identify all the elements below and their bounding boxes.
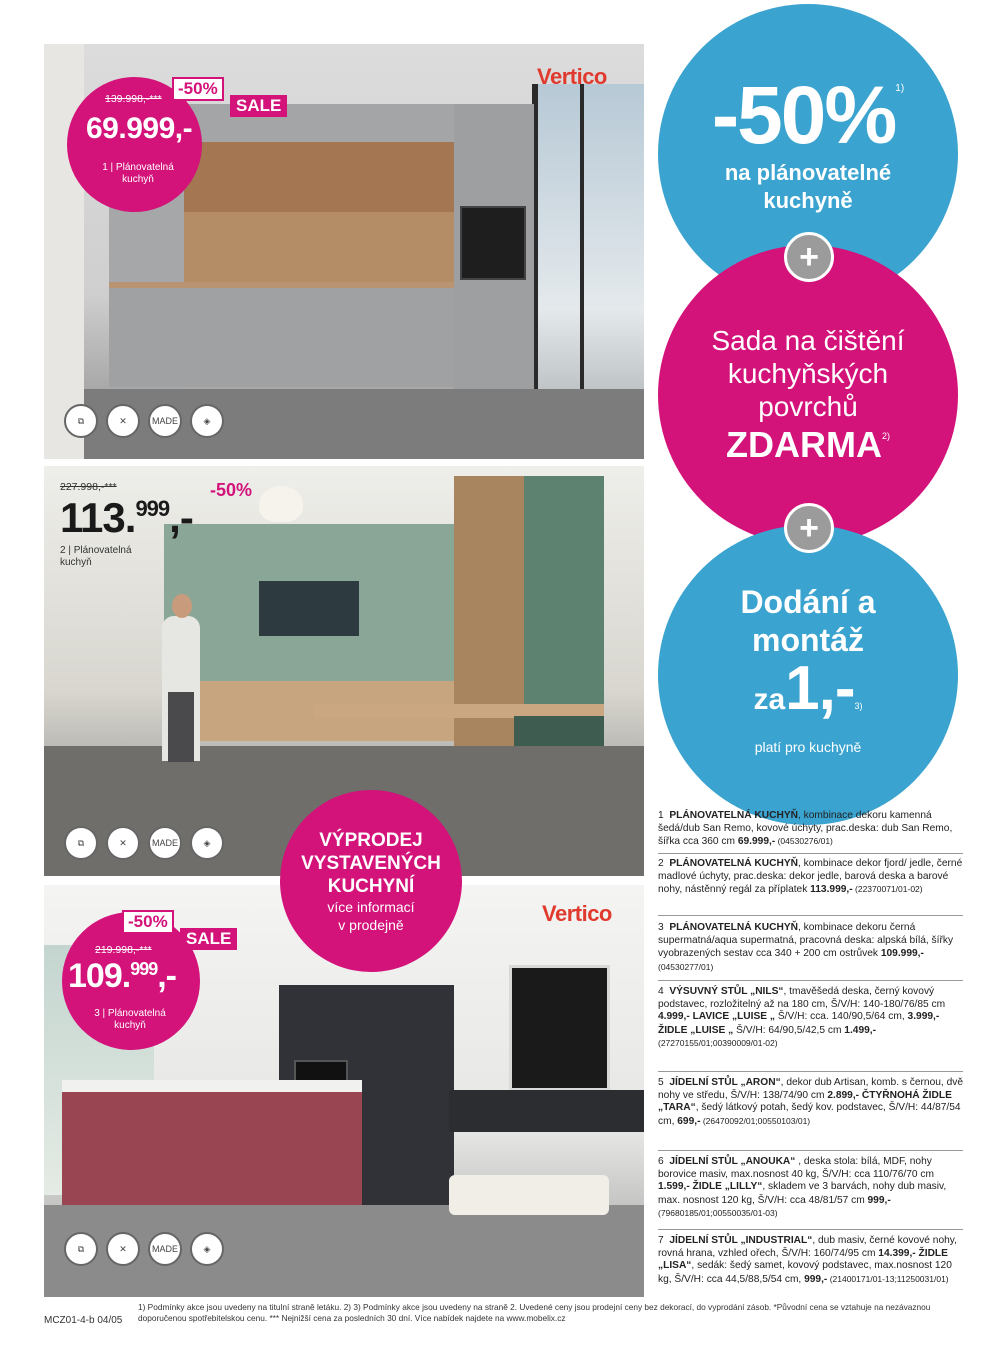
price-2-suffix: ,- <box>169 494 193 541</box>
item-5-price: 2.899,- <box>827 1089 860 1101</box>
made-in-germany-icon: MADE <box>148 826 182 860</box>
promo-delivery-line2: montáž <box>752 621 864 658</box>
separator-2 <box>658 915 963 916</box>
discount-tag-1: -50% <box>172 77 224 101</box>
item-3-text: , kombinace dekoru černá supermatná/aqua supermatná, pracovná deska: alpská bílá, šířky vyobrazených sestav cca 340 + 200 cm ostrůvek <box>658 922 954 959</box>
easy-care-icon: ⧉ <box>64 826 98 860</box>
promo-delivery-note: 3) <box>854 700 863 711</box>
plus-icon-2: + <box>784 503 834 553</box>
old-price-2: 227.998,-*** <box>60 481 117 493</box>
item-5-extra-text: , šedý látkový potah, šedý kov. podstavec, Š/V/H: 44/87/54 cm, <box>658 1102 961 1127</box>
item-6-code: (79680185/01;00550035/01-03) <box>658 1208 778 1218</box>
promo-cleaning-line3: povrchů <box>758 390 858 422</box>
item-4-code: (27270155/01;00390009/01-02) <box>658 1038 778 1048</box>
promo-circle-cleaning-set <box>658 245 958 545</box>
item-4-extra-text: Š/V/H: cca. 140/90,5/64 cm, <box>775 1011 908 1022</box>
item-4-extra2-text: Š/V/H: 64/90,5/42,5 cm <box>733 1024 845 1036</box>
old-price-1: 139.998,-*** <box>105 93 162 105</box>
promo-cleaning-big: ZDARMA <box>726 423 882 465</box>
promo-delivery-za: za <box>753 682 786 716</box>
item-7-extra: ŽIDLE „LISA“ <box>658 1247 948 1271</box>
item-7-num: 7 <box>658 1235 664 1246</box>
price-3-main: 109. <box>68 957 131 995</box>
item-4-extra: LAVICE „LUISE „ <box>692 1011 776 1022</box>
clearance-line5: v prodejně <box>338 916 404 933</box>
sale-label-3: SALE <box>180 928 237 950</box>
promo-delivery-line1: Dodání a <box>740 583 876 620</box>
item-1-price: 69.999,- <box>737 836 776 847</box>
item-5-code: (26470092/01;00550103/01) <box>700 1115 811 1126</box>
item-5-num: 5 <box>658 1077 664 1088</box>
item-6-price: 1.599,- <box>658 1181 690 1192</box>
old-price-3: 219.998,-*** <box>95 944 152 956</box>
clearance-line1: VÝPRODEJ <box>319 829 423 851</box>
promo-discount-note: 1) <box>895 83 905 94</box>
item-5-text: , dekor dub Artisan, komb. s černou, dvě nohy ve středu, Š/V/H: 138/74/90 cm <box>658 1077 964 1101</box>
item-7-price: 14.399,- <box>878 1247 916 1259</box>
item-4-extra2: ŽIDLE „LUISE „ <box>658 1024 734 1036</box>
promo-delivery-price-wrap <box>753 653 863 736</box>
item-1-code: (04530276/01) <box>775 836 833 846</box>
price-2-main: 113. <box>60 494 136 541</box>
caption-3-line2: kuchyň <box>114 1020 146 1031</box>
price-3 <box>68 957 176 996</box>
item-2-text: , kombinace dekor fjord/ jedle, černé madlové úchyty, prac.deska: dekor jedle, barová deska a barové nohy, nástěnný regál za příplatek <box>658 858 963 895</box>
easy-care-icon: ⧉ <box>64 1232 98 1266</box>
separator-3 <box>658 980 963 981</box>
separator-4 <box>658 1071 963 1072</box>
separator-1 <box>658 853 963 854</box>
item-4-extra2-price: 1.499,- <box>844 1024 876 1036</box>
promo-cleaning-line1: Sada na čištění <box>711 324 905 356</box>
feature-icons-1 <box>64 404 224 438</box>
clearance-line2: VYSTAVENÝCH <box>301 852 441 874</box>
price-2 <box>60 494 193 542</box>
caption-3-line1: 3 | Plánovatelná <box>94 1008 166 1019</box>
scratch-resistant-icon: ✕ <box>106 1232 140 1266</box>
item-2-description <box>658 858 963 897</box>
caption-2-line2: kuchyň <box>60 557 92 568</box>
scratch-resistant-icon: ✕ <box>106 404 140 438</box>
promo-cleaning-big-wrap <box>726 423 890 467</box>
sale-label-1: SALE <box>230 95 287 117</box>
item-2-price: 113.999,- <box>810 884 853 895</box>
discount-tag-3: -50% <box>122 910 174 934</box>
item-3-description <box>658 922 963 974</box>
plus-icon-1: + <box>784 232 834 282</box>
separator-5 <box>658 1150 963 1151</box>
item-4-price: 4.999,- <box>658 1011 690 1022</box>
made-in-germany-icon: MADE <box>148 1232 182 1266</box>
promo-discount-big-wrap <box>711 70 905 161</box>
price-3-suffix: ,- <box>157 957 177 995</box>
design-icon: ◈ <box>190 826 224 860</box>
item-4-text: , tmavěšedá deska, černý kovový podstavec, rozložitelný až na 180 cm, Š/V/H: 140-180/76/85 cm <box>658 986 946 1010</box>
item-3-title: PLÁNOVATELNÁ KUCHYŇ <box>669 922 799 933</box>
item-5-description <box>658 1077 963 1128</box>
clearance-line4: více informací <box>327 898 415 915</box>
feature-icons-3 <box>64 1232 224 1266</box>
item-6-extra-text: , skladem ve 3 barvách, nohy dub masiv, max. nosnost 120 kg, Š/V/H: cca 48/81/57 cm <box>658 1181 947 1206</box>
item-1-description <box>658 810 963 849</box>
item-6-text: , deska stola: bílá, MDF, nohy borovice masiv, max.nosnost 40 kg, Š/V/H: cca 110/76/70 cm <box>658 1156 934 1180</box>
item-3-price: 109.999,- <box>880 948 924 959</box>
separator-6 <box>658 1229 963 1230</box>
vertico-logo-1: Vertico <box>537 64 607 89</box>
item-2-num: 2 <box>658 858 664 869</box>
item-6-extra-price: 999,- <box>867 1194 891 1206</box>
vertico-logo-3: Vertico <box>542 901 612 926</box>
caption-1: 1 | Plánovatelná kuchyň <box>102 162 174 185</box>
caption-2-line1: 2 | Plánovatelná <box>60 545 132 556</box>
clearance-circle <box>280 790 462 972</box>
footer-note-2: doporučenou spotřebitelskou cenu. *** Nejnižší cena za posledních 30 dní. Více nabídek najdete na www.mobelix.cz <box>138 1313 566 1323</box>
scratch-resistant-icon: ✕ <box>106 826 140 860</box>
item-4-title: VÝSUVNÝ STŮL „NILS“ <box>669 986 784 997</box>
item-2-code: (22370071/01-02) <box>852 884 923 894</box>
promo-discount-line2: kuchyně <box>763 188 853 213</box>
easy-care-icon: ⧉ <box>64 404 98 438</box>
item-4-extra-price: 3.999,- <box>907 1011 940 1022</box>
item-7-code: (21400171/01-13;11250031/01) <box>827 1273 949 1284</box>
item-6-description <box>658 1156 963 1221</box>
clearance-line3: KUCHYNÍ <box>327 875 415 897</box>
feature-icons-2 <box>64 826 224 860</box>
item-7-title: JÍDELNÍ STŮL „INDUSTRIAL“ <box>669 1235 813 1246</box>
item-5-title: JÍDELNÍ STŮL „ARON“ <box>669 1077 781 1088</box>
promo-cleaning-line2: kuchyňských <box>727 357 889 389</box>
price-3-sup: 999 <box>130 959 158 979</box>
item-1-num: 1 <box>658 810 664 821</box>
promo-delivery-big: 1,- <box>785 653 855 723</box>
item-6-num: 6 <box>658 1156 664 1167</box>
item-3-num: 3 <box>658 922 664 933</box>
footer-note-1: 1) Podmínky akce jsou uvedeny na titulní straně letáku. 2) 3) Podmínky akce jsou uvedeny na straně 2. Uvedené ceny jsou prodejní ceny bez dekorací, do vyprodání zásob. *Původní cena se vztahuje na nezávaznou <box>138 1302 931 1312</box>
promo-delivery-small: platí pro kuchyně <box>754 738 862 755</box>
item-7-description <box>658 1235 963 1286</box>
price-1-suffix: ,- <box>174 112 193 145</box>
item-5-extra-price: 699,- <box>677 1115 701 1127</box>
item-7-extra-text: , sedák: šedý samet, kovový podstavec, max.nosnost 120 kg, Š/V/H: cca 44,5/88,5/54 cm, <box>658 1260 952 1285</box>
item-6-title: JÍDELNÍ STŮL „ANOUKA“ <box>669 1156 796 1167</box>
item-5-extra: ČTYŘNOHÁ ŽIDLE „TARA“ <box>658 1089 952 1113</box>
discount-tag-2: -50% <box>210 480 253 500</box>
promo-circle-delivery <box>658 525 958 825</box>
item-3-code: (04530277/01) <box>658 961 714 972</box>
item-7-extra-price: 999,- <box>804 1273 828 1285</box>
item-6-extra: ŽIDLE „LILLY“ <box>689 1181 763 1192</box>
design-icon: ◈ <box>190 404 224 438</box>
footer-code: MCZ01-4-b 04/05 <box>44 1315 123 1326</box>
item-4-num: 4 <box>658 986 664 997</box>
promo-cleaning-note: 2) <box>881 430 890 441</box>
promo-discount-line1: na plánovatelné <box>724 160 892 185</box>
item-2-title: PLÁNOVATELNÁ KUCHYŇ <box>669 858 799 869</box>
made-in-germany-icon: MADE <box>148 404 182 438</box>
price-2-sup: 999 <box>135 496 170 521</box>
item-1-text: , kombinace dekoru kamenná šedá/dub San Remo, kovové úchyty, prac.deska: dub San Remo, šířka cca 360 cm <box>658 810 953 847</box>
price-1-main: 69.999 <box>86 112 175 145</box>
price-1 <box>86 112 192 146</box>
item-4-description <box>658 986 963 1051</box>
design-icon: ◈ <box>190 1232 224 1266</box>
item-7-text: , dub masiv, černé kovové nohy, rovná hrana, vzhled ořech, Š/V/H: 160/74/95 cm <box>658 1235 957 1259</box>
promo-discount-big: -50% <box>711 70 896 161</box>
item-1-title: PLÁNOVATELNÁ KUCHYŇ <box>669 810 799 821</box>
